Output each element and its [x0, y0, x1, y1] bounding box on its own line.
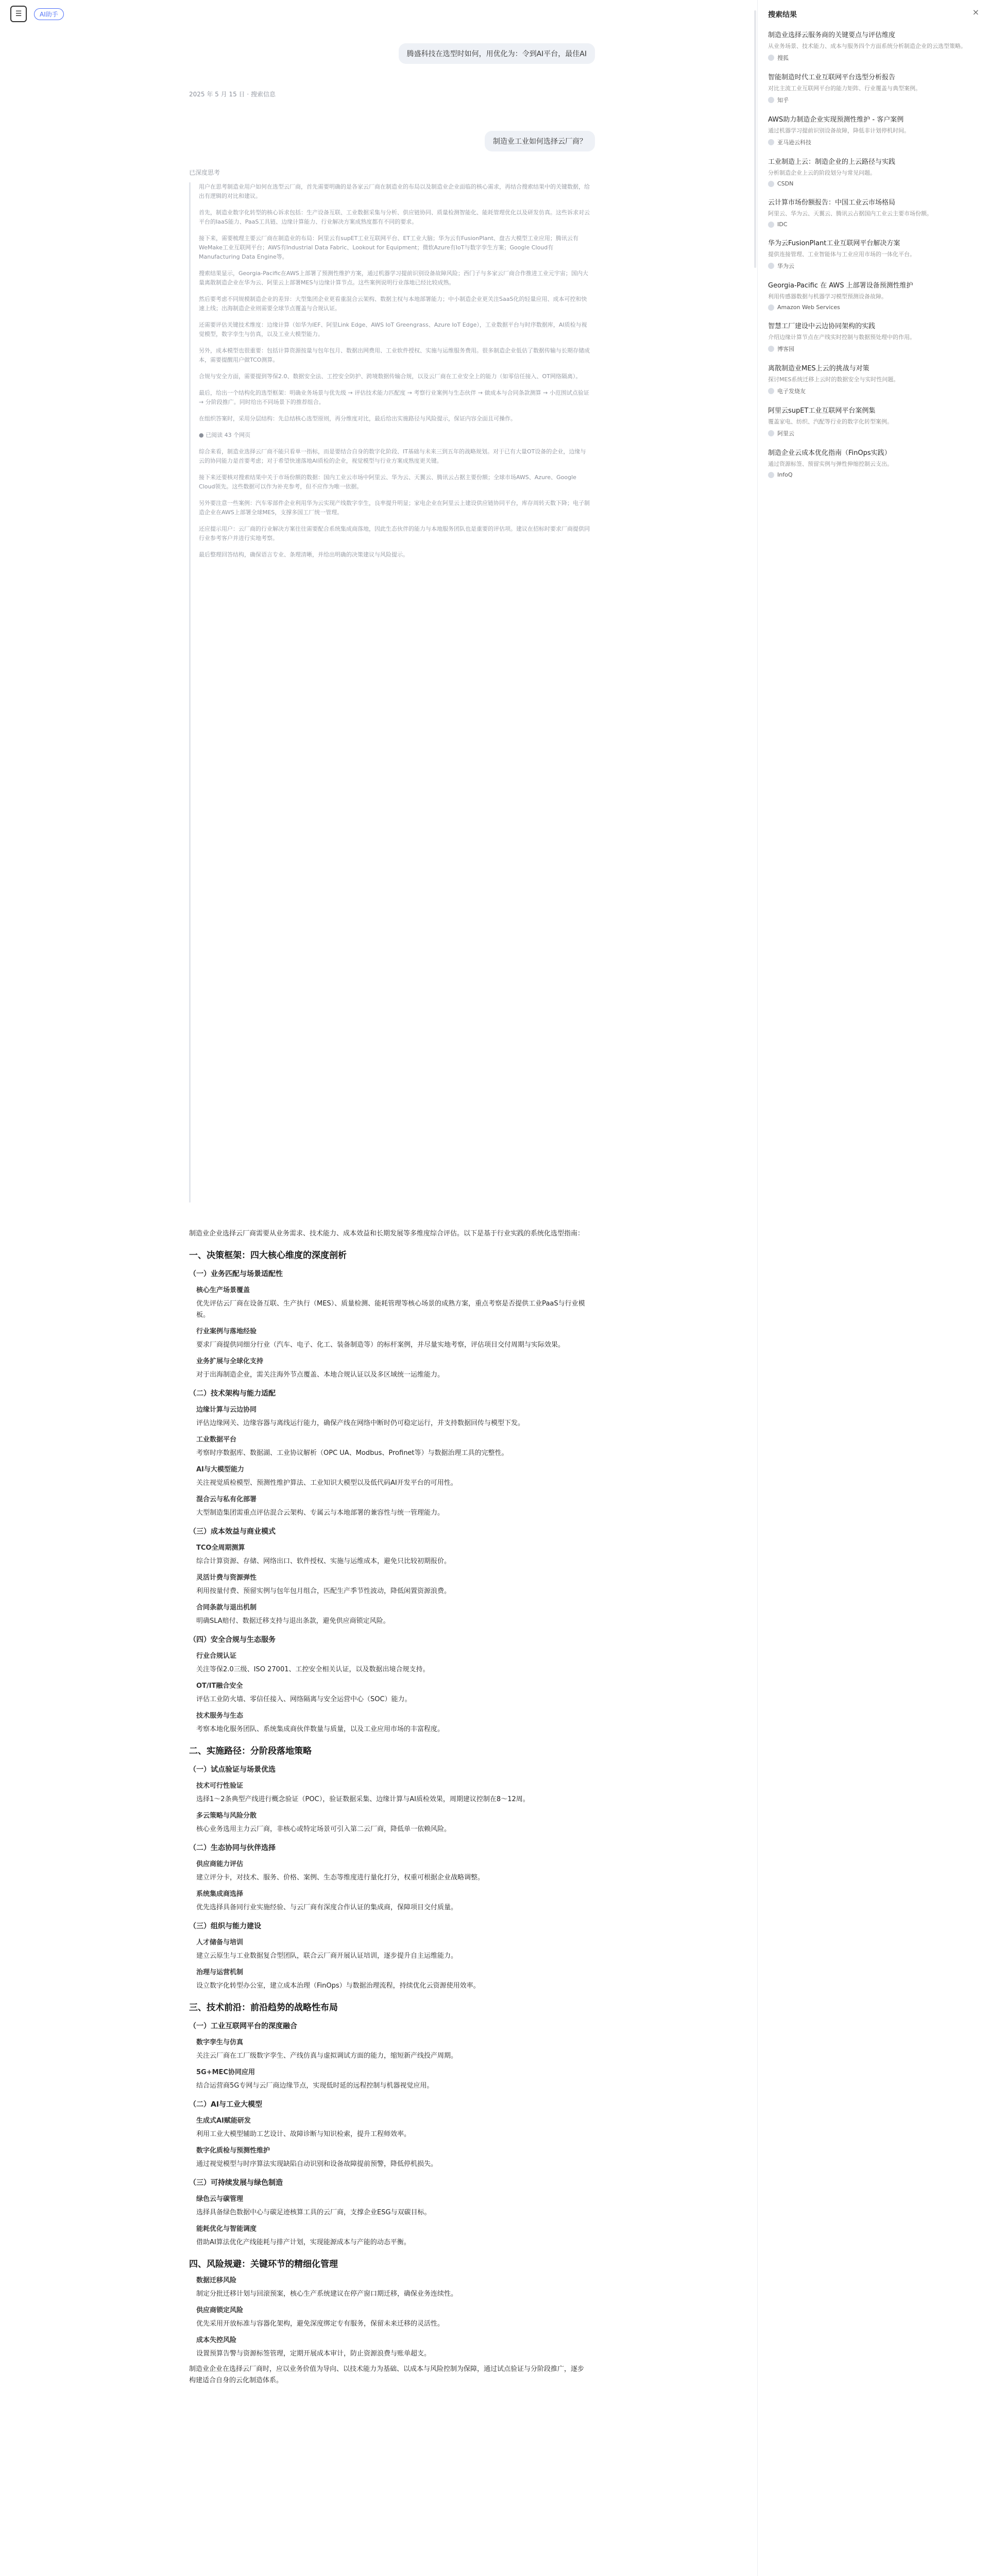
item-title: 数字化质检与预测性维护	[196, 2147, 270, 2155]
source-name: 搜狐	[777, 55, 789, 61]
subsection-heading: （二）生态协同与伙伴选择	[189, 1844, 276, 1852]
thinking-label[interactable]: 已深度思考	[189, 169, 220, 176]
reference-snippet: 阿里云、华为云、天翼云、腾讯云占据国内工业云主要市场份额。	[768, 210, 932, 217]
reference-card[interactable]	[768, 73, 979, 104]
item-text: 评估边缘网关、边缘容器与离线运行能力，确保产线在网络中断时仍可稳定运行，并支持数据回传与模型下发。	[196, 1419, 525, 1427]
item-text: 设立数字化转型办公室，建立成本治理（FinOps）与数据治理流程，持续优化云资源使用效率。	[196, 1982, 480, 1990]
subsection-heading: （一）试点验证与场景优选	[189, 1766, 276, 1774]
reference-source	[768, 471, 979, 478]
reference-snippet: 通过资源标签、预留实例与弹性伸缩控制云支出。	[768, 461, 893, 467]
item-title: 技术服务与生态	[196, 1712, 244, 1720]
reference-snippet: 对比主流工业互联网平台的能力矩阵、行业覆盖与典型案例。	[768, 85, 921, 92]
thinking-paragraph: 然后要考虑不同规模制造企业的差异：大型集团企业更看重混合云架构、数据主权与本地部署能力；中小制造企业更关注SaaS化的轻量应用、成本可控和快速上线；出海制造企业则需要全球节点覆盖与合规认证。	[199, 296, 587, 312]
report-item	[196, 2224, 586, 2248]
reference-source	[768, 138, 979, 146]
item-text: 建立云原生与工业数据复合型团队，联合云厂商开展认证培训，逐步提升自主运维能力。	[196, 1952, 458, 1960]
item-title: 治理与运营机制	[196, 1969, 244, 1976]
report-item	[196, 1781, 586, 1805]
reference-snippet: 覆盖家电、纺织、汽配等行业的数字化转型案例。	[768, 418, 893, 425]
source-name: CSDN	[777, 180, 794, 187]
thinking-paragraph: 另外要注意一些案例：汽车零部件企业利用华为云实现产线数字孪生，良率提升明显；家电企业在阿里云上建设供应链协同平台，库存周转天数下降；电子制造企业在AWS上部署全球MES，支撑多国工厂统一管理。	[199, 500, 590, 516]
section-heading: 一、决策框架：四大核心维度的深度剖析	[189, 1250, 347, 1261]
item-text: 对于出海制造企业，需关注海外节点覆盖、本地合规认证以及多区域统一运维能力。	[196, 1371, 445, 1379]
report-intro: 制造业企业选择云厂商需要从业务需求、技术能力、成本效益和长期发展等多维度综合评估。以下是基于行业实践的系统化选型指南：	[189, 1230, 585, 1238]
item-title: 多云策略与风险分散	[196, 1812, 257, 1820]
subsection-heading: （一）业务匹配与场景适配性	[189, 1270, 283, 1278]
thinking-paragraph: 搜索结果显示，Georgia-Pacific在AWS上部署了预测性维护方案，通过机器学习提前识别设备故障风险；西门子与多家云厂商合作推进工业元宇宙；国内大量离散制造企业在华为云、阿里云上部署MES与边缘计算节点。这些案例说明行业落地已经比较成熟。	[199, 270, 588, 286]
reference-source	[768, 96, 979, 104]
item-title: 边缘计算与云边协同	[196, 1406, 257, 1414]
answer-report	[189, 1228, 586, 2388]
reference-title[interactable]: 工业制造上云：制造企业的上云路径与实践	[768, 158, 896, 166]
thinking-paragraph: 在组织答案时，采用分层结构：先总结核心选型原则，再分维度对比，最后给出实施路径与风险提示，保证内容全面且可操作。	[199, 415, 516, 422]
report-item	[196, 1681, 586, 1705]
item-text: 关注视觉质检模型、预测性维护算法、工业知识大模型以及低代码AI开发平台的可用性。	[196, 1479, 457, 1487]
source-icon	[768, 346, 774, 352]
reference-title[interactable]: 阿里云supET工业互联网平台案例集	[768, 407, 876, 415]
reference-source	[768, 54, 979, 62]
reference-title[interactable]: 制造业选择云服务商的关键要点与评估维度	[768, 31, 896, 39]
thinking-paragraph: 接下来，需要梳理主要云厂商在制造业的布局：阿里云有supET工业互联网平台、ET工业大脑；华为云有FusionPlant、盘古大模型工业应用；腾讯云有WeMake工业互联网平台；AWS有Industrial Data Fabric、Lookout for Equipment；微软Azure有IoT与数字孪生方案；Google Cloud有Manufacturing Data Engine等。	[199, 235, 578, 260]
thinking-paragraph: 合规与安全方面，需要提到等保2.0、数据安全法、工控安全防护、跨境数据传输合规，以及云厂商在工业安全上的能力（如零信任接入、OT网络隔离）。	[199, 373, 582, 380]
thinking-paragraph: 用户在思考制造业用户如何在选型云厂商，首先需要明确的是各家云厂商在制造业的布局以及制造业企业面临的核心需求，再结合搜索结果中的关键数据，给出有逻辑的对比和建议。	[199, 183, 590, 199]
reference-title[interactable]: AWS助力制造企业实现预测性维护 - 客户案例	[768, 116, 904, 124]
reference-source	[768, 387, 979, 395]
report-item	[196, 2305, 586, 2330]
close-icon[interactable]: ×	[972, 7, 979, 17]
reference-title[interactable]: 华为云FusionPlant工业互联网平台解决方案	[768, 240, 900, 247]
item-title: 合同条款与退出机制	[196, 1604, 257, 1612]
reference-card[interactable]	[768, 406, 979, 437]
item-text: 要求厂商提供同细分行业（汽车、电子、化工、装备制造等）的标杆案例，并尽量实地考察，评估项目交付周期与实际效果。	[196, 1341, 565, 1349]
report-item	[196, 2067, 586, 2092]
report-item	[196, 1967, 586, 1992]
subsection-heading: （四）安全合规与生态服务	[189, 1636, 276, 1644]
source-icon	[768, 139, 774, 145]
reference-source	[768, 180, 979, 187]
scrollbar[interactable]	[754, 10, 756, 268]
item-text: 优先选择具备同行业实施经验、与云厂商有深度合作认证的集成商，保障项目交付质量。	[196, 1904, 458, 1911]
source-name: 知乎	[777, 97, 789, 104]
item-title: AI与大模型能力	[196, 1466, 244, 1473]
reference-title[interactable]: 云计算市场份额报告：中国工业云市场格局	[768, 199, 896, 207]
source-icon	[768, 263, 774, 269]
report-item	[196, 1326, 586, 1351]
thinking-paragraph: 综合来看，制造业选择云厂商不能只看单一指标，而是要结合自身的数字化阶段、IT基础与未来三到五年的战略规划。对于已有大量OT设备的企业，边缘与云的协同能力是首要考虑；对于希望快速落地AI质检的企业，视觉模型与行业方案成熟度更关键。	[199, 448, 586, 464]
reference-snippet: 探讨MES系统迁移上云时的数据安全与实时性问题。	[768, 376, 899, 383]
reference-snippet: 通过机器学习提前识别设备故障，降低非计划停机时间。	[768, 127, 910, 134]
item-title: 绿色云与碳管理	[196, 2195, 244, 2203]
item-title: 人才储备与培训	[196, 1939, 244, 1946]
item-text: 设置预算告警与资源标签管理，定期开展成本审计，防止资源浪费与账单超支。	[196, 2350, 431, 2358]
report-item	[196, 1651, 586, 1675]
source-icon	[768, 472, 774, 478]
report-item	[196, 1889, 586, 1913]
item-text: 优先评估云厂商在设备互联、生产执行（MES）、质量检测、能耗管理等核心场景的成熟方案，重点考察是否提供工业PaaS与行业模板。	[196, 1300, 585, 1319]
item-title: 系统集成商选择	[196, 1890, 244, 1898]
item-title: 数据迁移风险	[196, 2277, 237, 2284]
source-name: 博客园	[777, 346, 794, 352]
report-item	[196, 2194, 586, 2218]
report-item	[196, 1710, 586, 1735]
conversation-area	[183, 28, 595, 2576]
source-name: InfoQ	[777, 471, 793, 478]
source-icon	[768, 304, 774, 311]
subsection-heading: （二）技术架构与能力适配	[189, 1389, 276, 1398]
item-title: 能耗优化与智能调度	[196, 2225, 257, 2233]
reference-card[interactable]	[768, 364, 979, 395]
report-item	[196, 2145, 586, 2170]
item-text: 关注云厂商在工厂级数字孪生、产线仿真与虚拟调试方面的能力，缩短新产线投产周期。	[196, 2052, 458, 2060]
subsection-heading: （三）成本效益与商业模式	[189, 1528, 276, 1536]
report-item	[196, 1543, 586, 1567]
item-text: 利用工业大模型辅助工艺设计、故障诊断与知识检索，提升工程师效率。	[196, 2130, 411, 2138]
item-text: 明确SLA赔付、数据迁移支持与退出条款，避免供应商锁定风险。	[196, 1617, 390, 1625]
section-heading: 二、实施路径：分阶段落地策略	[189, 1746, 312, 1756]
report-item	[196, 2335, 586, 2360]
item-title: OT/IT融合安全	[196, 1682, 243, 1690]
reference-card[interactable]	[768, 115, 979, 146]
item-title: 生成式AI赋能研发	[196, 2117, 251, 2125]
item-text: 关注等保2.0三级、ISO 27001、工控安全相关认证，以及数据出境合规支持。	[196, 1666, 430, 1673]
reference-card[interactable]	[768, 449, 979, 478]
item-title: TCO全周期测算	[196, 1544, 245, 1552]
item-text: 优先采用开放标准与容器化架构，避免深度绑定专有服务，保留未来迁移的灵活性。	[196, 2320, 445, 2328]
reference-card[interactable]	[768, 322, 979, 353]
item-text: 结合运营商5G专网与云厂商边缘节点，实现低时延的远程控制与机器视觉应用。	[196, 2082, 434, 2090]
report-item	[196, 1572, 586, 1597]
item-title: 灵活计费与资源弹性	[196, 1574, 257, 1582]
source-name: Amazon Web Services	[777, 304, 840, 311]
reference-title[interactable]: 离散制造业MES上云的挑战与对策	[768, 365, 869, 372]
reference-title[interactable]: Georgia-Pacific 在 AWS 上部署设备预测性维护	[768, 282, 913, 290]
assistant-pill[interactable]: AI助手	[34, 8, 64, 20]
reference-card[interactable]	[768, 281, 979, 311]
reference-source	[768, 304, 979, 311]
report-item	[196, 1937, 586, 1962]
thinking-paragraph: 另外，成本模型也很重要：包括计算资源按量与包年包月、数据出网费用、工业软件授权、实施与运维服务费用。很多制造企业低估了数据传输与长期存储成本，需要提醒用户做TCO测算。	[199, 347, 590, 363]
reference-snippet: 从业务场景、技术能力、成本与服务四个方面系统分析制造企业的云选型策略。	[768, 43, 966, 49]
thinking-paragraph: 最后整理回答结构，确保语言专业、条理清晰，并给出明确的决策建议与风险提示。	[199, 551, 408, 558]
report-item	[196, 1356, 586, 1381]
sidebar-title: 搜索结果	[768, 11, 797, 19]
item-text: 考察本地化服务团队、系统集成商伙伴数量与质量，以及工业应用市场的丰富程度。	[196, 1725, 445, 1733]
item-text: 借助AI算法优化产线能耗与排产计划，实现能源成本与产能的动态平衡。	[196, 2239, 411, 2246]
item-text: 核心业务选用主力云厂商，非核心或特定场景可引入第二云厂商，降低单一依赖风险。	[196, 1825, 451, 1833]
subsection-heading: （三）可持续发展与绿色制造	[189, 2179, 283, 2187]
reference-snippet: 分析制造企业上云的阶段划分与常见问题。	[768, 170, 876, 176]
reference-title[interactable]: 制造企业云成本优化指南（FinOps实践）	[768, 449, 891, 457]
top-bar	[0, 0, 757, 28]
item-text: 制定分批迁移计划与回滚预案，核心生产系统建议在停产窗口期迁移，确保业务连续性。	[196, 2290, 458, 2298]
user-message-1: 腾盛科技在选型时如何，用优化为：令到AI平台，最佳AI	[399, 43, 595, 64]
source-name: IDC	[777, 221, 788, 228]
reference-snippet: 利用传感器数据与机器学习模型预测设备故障。	[768, 293, 887, 300]
user-message-2: 制造业工业如何选择云厂商？	[485, 131, 595, 151]
section-heading: 三、技术前沿：前沿趋势的战略性布局	[189, 2003, 338, 2013]
item-title: 核心生产场景覆盖	[196, 1286, 250, 1294]
reference-card[interactable]	[768, 239, 979, 270]
thinking-paragraph: 还需要评估关键技术维度：边缘计算（如华为IEF、阿里Link Edge、AWS IoT Greengrass、Azure IoT Edge），工业数据平台与时序数据库，AI质检与视觉模型，数字孪生与仿真，以及工业大模型能力。	[199, 321, 587, 337]
subsection-heading: （二）AI与工业大模型	[189, 2100, 263, 2109]
reference-snippet: 介绍边缘计算节点在产线实时控制与数据预处理中的作用。	[768, 334, 915, 341]
report-item	[196, 2037, 586, 2062]
item-text: 大型制造集团需重点评估混合云架构、专属云与本地部署的兼容性与统一管理能力。	[196, 1509, 445, 1517]
reference-source	[768, 345, 979, 353]
item-title: 技术可行性验证	[196, 1782, 244, 1790]
thinking-paragraph: 接下来还要核对搜索结果中关于市场份额的数据：国内工业云市场中阿里云、华为云、天翼云、腾讯云占据主要份额；全球市场AWS、Azure、Google Cloud领先。这些数据可以作为补充参考，但不应作为唯一依据。	[199, 474, 576, 490]
item-text: 选择具备绿色数据中心与碳足迹核算工具的云厂商，支撑企业ESG与双碳目标。	[196, 2209, 431, 2216]
report-item	[196, 1859, 586, 1884]
report-outro: 制造业企业在选择云厂商时，应以业务价值为导向、以技术能力为基础、以成本与风险控制为保障，通过试点验证与分阶段推广，逐步构建适合自身的云化制造体系。	[189, 2365, 585, 2384]
item-title: 业务扩展与全球化支持	[196, 1358, 264, 1365]
report-item	[196, 1404, 586, 1429]
reference-snippet: 提供连接管理、工业智能体与工业应用市场的一体化平台。	[768, 251, 915, 258]
item-title: 供应商锁定风险	[196, 2307, 244, 2314]
section-heading: 四、风险规避：关键环节的精细化管理	[189, 2259, 338, 2269]
references-sidebar	[757, 0, 989, 2576]
reference-card[interactable]	[768, 198, 979, 228]
item-text: 通过视觉模型与时序算法实现缺陷自动识别和设备故障提前预警，降低停机损失。	[196, 2160, 438, 2168]
item-title: 5G+MEC协同应用	[196, 2069, 255, 2076]
subsection-heading: （一）工业互联网平台的深度融合	[189, 2022, 297, 2030]
reference-source	[768, 429, 979, 437]
item-title: 混合云与私有化部署	[196, 1496, 257, 1503]
source-icon	[768, 222, 774, 228]
date-meta: 2025 年 5 月 15 日 · 搜索信息	[189, 91, 276, 98]
source-icon	[768, 181, 774, 187]
report-item	[196, 1602, 586, 1627]
source-name: 华为云	[777, 263, 794, 269]
source-name: 阿里云	[777, 430, 794, 437]
source-icon	[768, 55, 774, 61]
report-item	[196, 1494, 586, 1519]
subsection-heading: （三）组织与能力建设	[189, 1922, 261, 1930]
source-name: 电子发烧友	[777, 388, 806, 395]
item-title: 供应商能力评估	[196, 1860, 244, 1868]
report-item	[196, 1464, 586, 1489]
source-icon	[768, 97, 774, 103]
reference-card[interactable]	[768, 31, 979, 62]
report-item	[196, 1434, 586, 1459]
thinking-paragraph: 最后，给出一个结构化的选型框架：明确业务场景与优先级 → 评估技术能力匹配度 → 考察行业案例与生态伙伴 → 做成本与合同条款测算 → 小范围试点验证 → 分阶段推广。同时给出不同场景下的推荐组合。	[199, 389, 589, 405]
report-item	[196, 2115, 586, 2140]
report-item	[196, 1285, 586, 1321]
menu-icon[interactable]: ☰	[10, 6, 27, 22]
thinking-content	[189, 182, 590, 1202]
thinking-paragraph: 首先，制造业数字化转型的核心诉求包括：生产设备互联、工业数据采集与分析、供应链协同、质量检测智能化、能耗管理优化以及研发仿真。这些诉求对云平台的IaaS能力、PaaS工具链、边缘计算能力、行业解决方案成熟度都有不同的要求。	[199, 209, 590, 225]
item-title: 成本失控风险	[196, 2336, 237, 2344]
reference-source	[768, 262, 979, 270]
source-icon	[768, 430, 774, 436]
item-title: 工业数据平台	[196, 1436, 237, 1444]
reading-note: ● 已阅读 43 个网页	[199, 432, 251, 438]
report-item	[196, 1810, 586, 1835]
item-title: 行业合规认证	[196, 1652, 237, 1660]
item-text: 评估工业防火墙、零信任接入、网络隔离与安全运营中心（SOC）能力。	[196, 1696, 412, 1703]
item-text: 综合计算资源、存储、网络出口、软件授权、实施与运维成本，避免只比较初期报价。	[196, 1557, 451, 1565]
reference-card[interactable]	[768, 158, 979, 187]
source-icon	[768, 388, 774, 394]
item-text: 利用按量付费、预留实例与包年包月组合，匹配生产季节性波动，降低闲置资源浪费。	[196, 1587, 451, 1595]
reference-title[interactable]: 智慧工厂建设中云边协同架构的实践	[768, 323, 876, 330]
thinking-paragraph: 还应提示用户：云厂商的行业解决方案往往需要配合系统集成商落地，因此生态伙伴的能力与本地服务团队也是重要的评估项。建议在招标时要求厂商提供同行业参考客户并进行实地考察。	[199, 526, 590, 541]
item-title: 数字孪生与仿真	[196, 2039, 244, 2046]
reference-list	[768, 31, 979, 489]
item-text: 考察时序数据库、数据湖、工业协议解析（OPC UA、Modbus、Profinet等）与数据治理工具的完整性。	[196, 1449, 508, 1457]
item-text: 选择1～2条典型产线进行概念验证（POC），验证数据采集、边缘计算与AI质检效果，周期建议控制在8～12周。	[196, 1795, 530, 1803]
item-title: 行业案例与落地经验	[196, 1328, 257, 1335]
item-text: 建立评分卡，对技术、服务、价格、案例、生态等维度进行量化打分，权重可根据企业战略调整。	[196, 1874, 485, 1882]
source-name: 亚马逊云科技	[777, 139, 811, 146]
reference-title[interactable]: 智能制造时代工业互联网平台选型分析报告	[768, 74, 896, 81]
report-item	[196, 2275, 586, 2300]
reference-source	[768, 221, 979, 228]
